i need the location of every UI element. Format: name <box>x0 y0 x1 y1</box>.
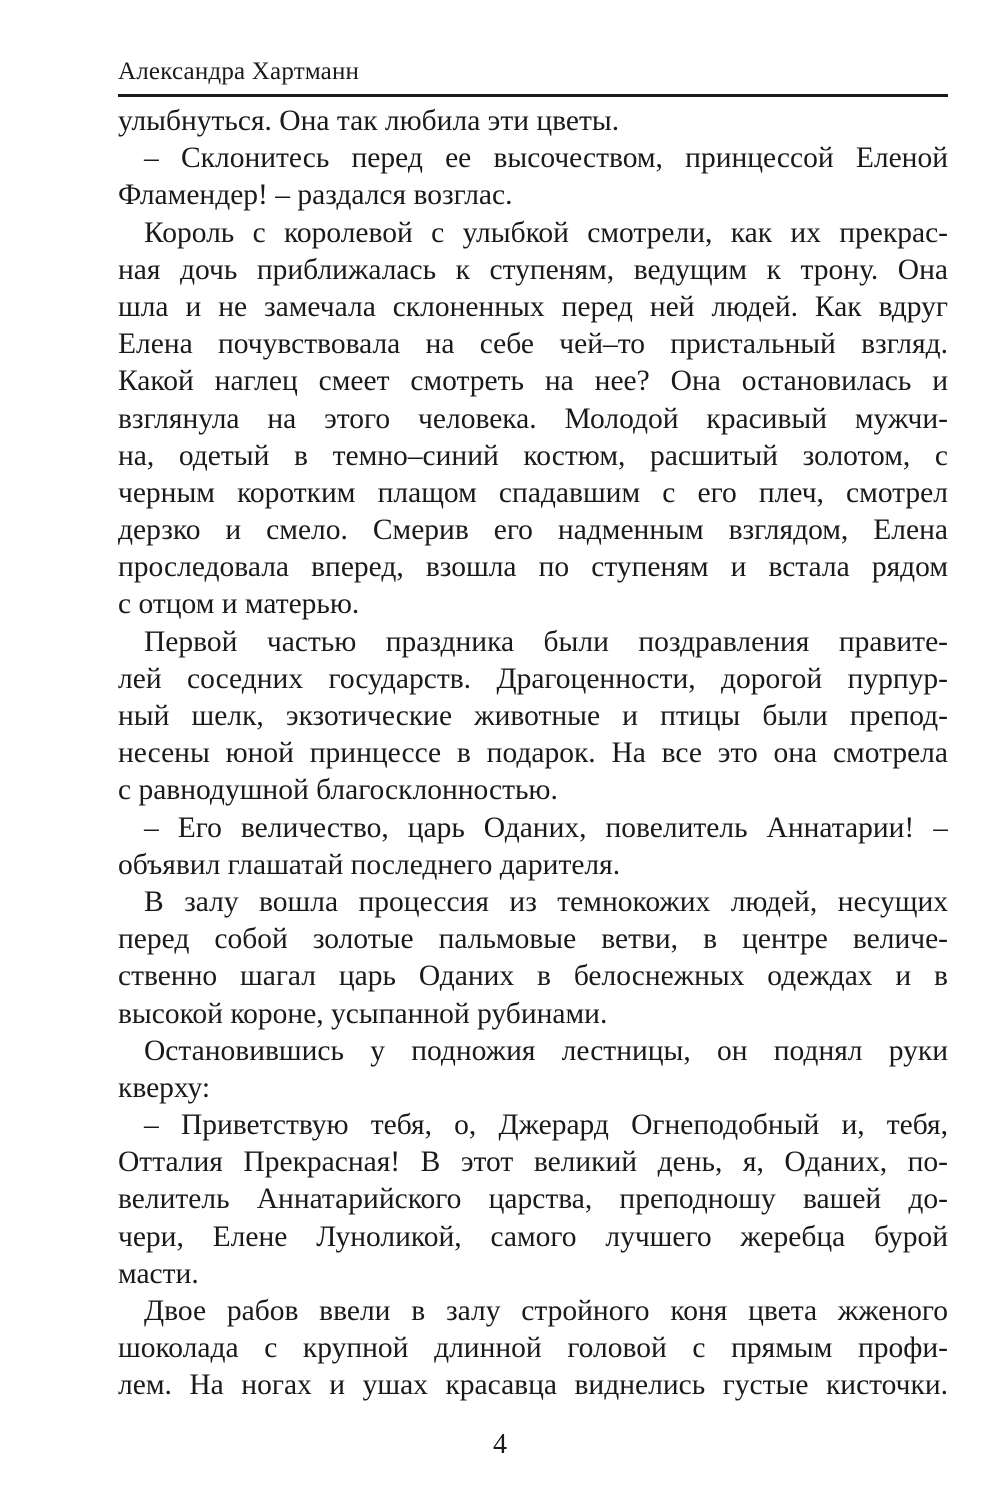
text-line: кверху: <box>118 1071 211 1104</box>
text-line: объявил глашатай последнего дарителя. <box>118 848 621 881</box>
text-line: с равнодушной благосклонностью. <box>118 774 558 807</box>
text-line: с отцом и матерью. <box>118 588 360 621</box>
text-line: Отталия Прекрасная! В этот великий день, я, Оданих, по- <box>118 1146 948 1179</box>
text-line: чери, Елене Луноликой, самого лучшего жеребца бурой <box>118 1220 948 1253</box>
text-line: лем. На ногах и ушах красавца виднелись густые кисточки. <box>118 1369 948 1402</box>
header-rule <box>118 94 948 97</box>
running-head-author: Александра Хартманн <box>118 58 360 85</box>
text-line: Какой наглец смеет смотреть на нее? Она остановилась и <box>118 365 948 398</box>
text-line: масти. <box>118 1257 199 1290</box>
text-line: шла и не замечала склоненных перед ней людей. Как вдруг <box>118 290 948 323</box>
text-line: велитель Аннатарийского царства, преподношу вашей до- <box>118 1183 948 1216</box>
text-line: В залу вошла процессия из темнокожих людей, несущих <box>144 885 948 918</box>
text-line: Первой частью праздника были поздравления правите- <box>144 625 948 658</box>
text-line: шоколада с крупной длинной головой с прямым профи- <box>118 1332 948 1365</box>
text-line: высокой короне, усыпанной рубинами. <box>118 997 608 1030</box>
text-line: Двое рабов ввели в залу стройного коня цвета жженого <box>144 1295 948 1327</box>
text-line: черным коротким плащом спадавшим с его плеч, смотрел <box>118 476 948 509</box>
text-line: взглянула на этого человека. Молодой красивый мужчи- <box>118 402 948 435</box>
text-line: ная дочь приближалась к ступеням, ведущим к трону. Она <box>118 253 948 286</box>
text-line: – Его величество, царь Оданих, повелитель Аннатарии! – <box>144 811 948 844</box>
text-line: Елена почувствовала на себе чей–то пристальный взгляд. <box>118 328 948 361</box>
text-line: Фламендер! – раздался возглас. <box>118 179 513 212</box>
text-line: ственно шагал царь Оданих в белоснежных одеждах и в <box>118 960 948 993</box>
text-line: перед собой золотые пальмовые ветви, в центре величе- <box>118 923 948 956</box>
text-line: несены юной принцессе в подарок. На все это она смотрела <box>118 737 948 770</box>
text-line: – Приветствую тебя, о, Джерард Огнеподобный и, тебя, <box>144 1109 948 1142</box>
text-line: улыбнуться. Она так любила эти цветы. <box>118 105 620 137</box>
text-line: – Склонитесь перед ее высочеством, принцессой Еленой <box>144 142 948 175</box>
text-line: Остановившись у подножия лестницы, он поднял руки <box>144 1034 948 1067</box>
page-number: 4 <box>493 1429 507 1460</box>
text-line: ный шелк, экзотические животные и птицы были препод- <box>118 700 948 732</box>
text-line: дерзко и смело. Смерив его надменным взглядом, Елена <box>118 514 948 547</box>
text-line: на, одетый в темно–синий костюм, расшитый золотом, с <box>118 439 948 472</box>
body-text <box>118 103 948 1405</box>
text-line: лей соседних государств. Драгоценности, дорогой пурпур- <box>118 662 948 695</box>
text-line: проследовала вперед, взошла по ступеням и встала рядом <box>118 551 948 584</box>
text-line: Король с королевой с улыбкой смотрели, как их прекрас- <box>144 216 948 249</box>
